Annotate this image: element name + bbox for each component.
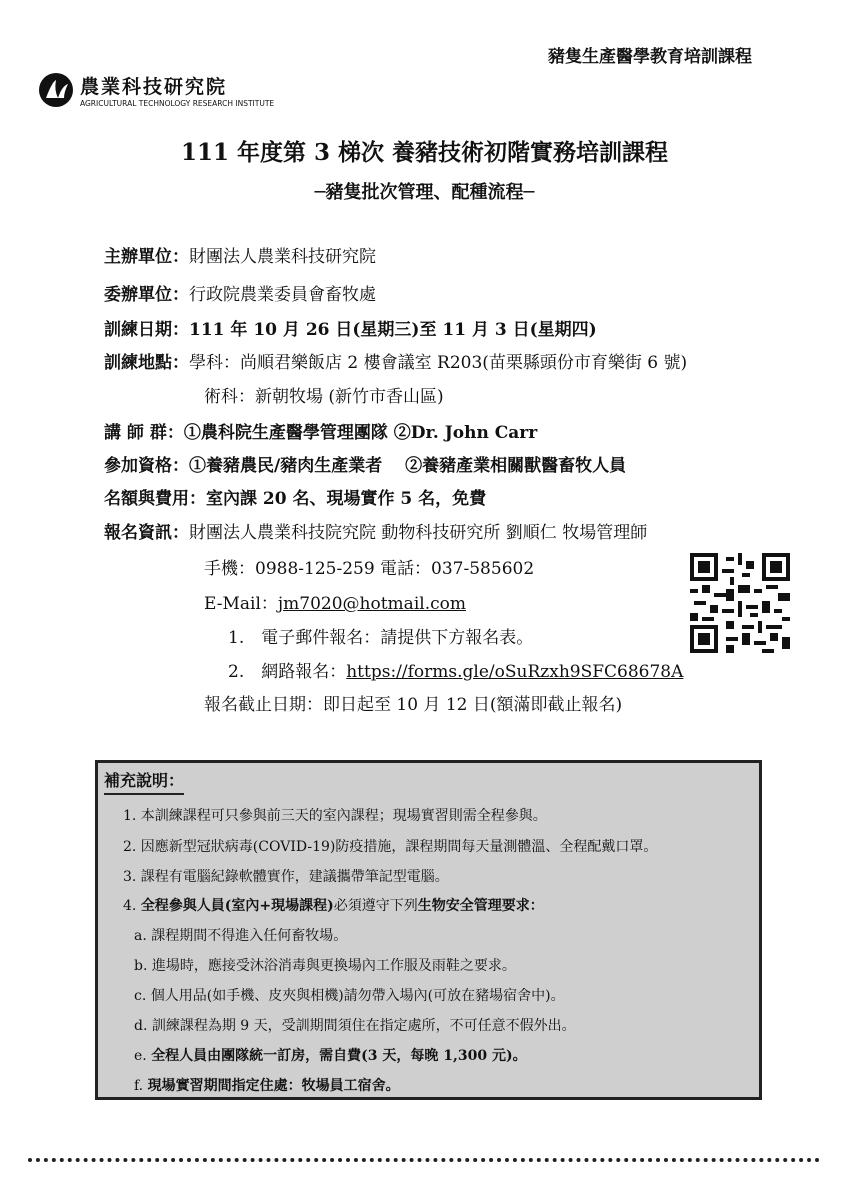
note-3: 3. 課程有電腦紀錄軟體實作，建議攜帶筆記型電腦。: [123, 869, 449, 885]
method-web-label: 2. 網路報名：: [228, 662, 347, 682]
email-link[interactable]: jm7020@hotmail.com: [277, 594, 466, 614]
institute-name-cn: 農業科技研究院: [80, 76, 228, 98]
quota-value: 室內課 20 名、現場實作 5 名，免費: [206, 489, 487, 509]
registration-contact: 財團法人農業科技院究院 動物科技研究所 劉順仁 牧場管理師: [189, 523, 648, 543]
email-row: [204, 589, 466, 614]
lecturers-label: 講 師 群：: [104, 423, 184, 443]
date-value: 111 年 10 月 26 日(星期三)至 11 月 3 日(星期四): [189, 320, 597, 340]
page-title: 111 年度第 3 梯次 養豬技術初階實務培訓課程: [180, 139, 669, 166]
phone-info: 手機：0988-125-259 電話：037-585602: [204, 559, 535, 579]
date-label: 訓練日期：: [104, 320, 189, 340]
eligibility-label: 參加資格：: [104, 456, 189, 476]
course-series-header: 豬隻生產醫學教育培訓課程: [548, 47, 752, 67]
method-web-row: [228, 657, 683, 682]
note-4-prefix: 4.: [123, 898, 141, 914]
note-4a: a. 課程期間不得進入任何畜牧場。: [134, 928, 348, 944]
quota-row: [104, 484, 486, 509]
note-4e: [134, 1045, 527, 1065]
location-label: 訓練地點：: [104, 353, 189, 373]
date-row: [104, 315, 597, 340]
lecturers-value: ①農科院生產醫學管理團隊 ②Dr. John Carr: [183, 423, 538, 443]
note-1: 1. 本訓練課程可只參與前三天的室內課程；現場實習則需全程參與。: [123, 808, 547, 824]
email-label: E-Mail：: [204, 594, 278, 614]
note-4: [123, 895, 544, 915]
note-4-bold-2: 生物安全管理要求：: [417, 898, 544, 914]
note-4c: c. 個人用品(如手機、皮夾與相機)請勿帶入場內(可放在豬場宿舍中)。: [134, 988, 565, 1004]
institute-name-en: AGRICULTURAL TECHNOLOGY RESEARCH INSTITUTE: [80, 99, 275, 108]
note-4e-prefix: e.: [134, 1048, 152, 1064]
note-4f: [134, 1075, 400, 1095]
location-field: 術科：新朝牧場 (新竹市香山區): [204, 387, 444, 407]
note-2: 2. 因應新型冠狀病毒(COVID-19)防疫措施，課程期間每天量測體溫、全程配戴口罩。: [123, 839, 658, 855]
lecturers-row: [104, 418, 537, 443]
note-4-bold-1: 全程參與人員(室內+現場課程): [140, 898, 334, 914]
registration-row: [104, 518, 647, 543]
commissioner-row: [104, 280, 376, 305]
institute-logo-icon: [38, 72, 74, 108]
method-email: 1. 電子郵件報名：請提供下方報名表。: [228, 628, 534, 648]
note-4d: d. 訓練課程為期 9 天，受訓期間須住在指定處所，不可任意不假外出。: [134, 1018, 576, 1034]
qr-code-icon[interactable]: [690, 553, 790, 653]
note-4b: b. 進場時，應接受沐浴消毒與更換場內工作服及雨鞋之要求。: [134, 958, 516, 974]
organizer-row: [104, 242, 376, 267]
organizer-value: 財團法人農業科技研究院: [189, 247, 376, 267]
page-subtitle: ─豬隻批次管理、配種流程─: [314, 182, 535, 203]
note-4f-prefix: f.: [134, 1078, 148, 1094]
registration-form-link[interactable]: https://forms.gle/oSuRzxh9SFC68678A: [346, 662, 684, 682]
note-4-middle: 必須遵守下列: [333, 898, 418, 914]
note-4f-text: 現場實習期間指定住處：牧場員工宿舍。: [147, 1078, 400, 1094]
eligibility-row: [104, 451, 626, 476]
location-row: [104, 348, 687, 373]
eligibility-value: ①養豬農民/豬肉生產業者 ②養豬產業相關獸醫畜牧人員: [189, 456, 627, 476]
location-classroom: 學科：尚順君樂飯店 2 樓會議室 R203(苗栗縣頭份市育樂街 6 號): [189, 353, 688, 373]
commissioner-label: 委辦單位：: [104, 285, 189, 305]
notes-title: 補充說明：: [104, 768, 184, 795]
registration-deadline: 報名截止日期：即日起至 10 月 12 日(額滿即截止報名): [204, 695, 623, 715]
commissioner-value: 行政院農業委員會畜牧處: [189, 285, 376, 305]
organizer-label: 主辦單位：: [104, 247, 189, 267]
note-4e-text: 全程人員由團隊統一訂房，需自費(3 天，每晚 1,300 元)。: [151, 1048, 527, 1064]
registration-label: 報名資訊：: [104, 523, 189, 543]
quota-label: 名額與費用：: [104, 489, 206, 509]
cut-line-divider: [28, 1158, 820, 1162]
